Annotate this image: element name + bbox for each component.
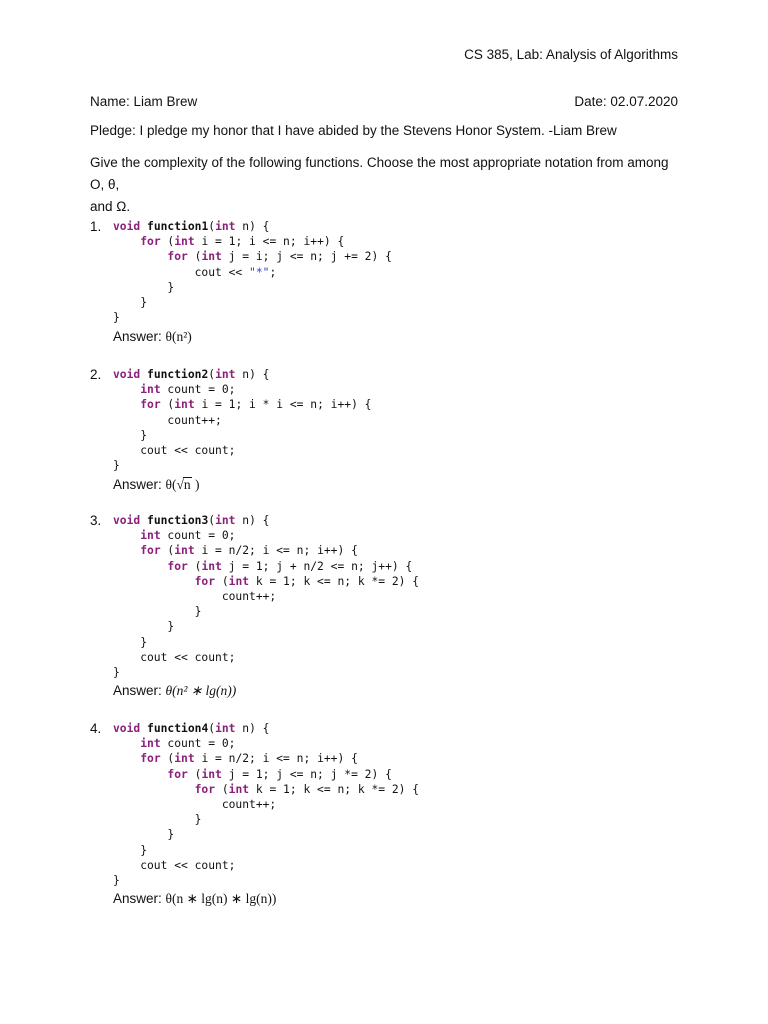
- answer: [113, 683, 236, 699]
- course-title: CS 385, Lab: Analysis of Algorithms: [464, 47, 678, 62]
- code-block: [113, 513, 419, 680]
- code-line: cout << "*";: [113, 265, 277, 279]
- code-line: count++;: [113, 590, 277, 604]
- code-line: for (int j = 1; j <= n; j *= 2) {: [167, 767, 392, 781]
- code-line: count++;: [113, 798, 277, 812]
- answer-prefix: θ(√: [165, 477, 184, 492]
- answer-label: Answer:: [113, 329, 166, 344]
- code-line: }: [113, 428, 148, 442]
- instructions-line-1: Give the complexity of the following functions. Choose the most appropriate notation from among O, θ,: [90, 155, 669, 192]
- code-line: for (int i = n/2; i <= n; i++) {: [140, 544, 358, 558]
- instructions-line-2: and Ω.: [90, 199, 131, 214]
- code-line: for (int i = n/2; i <= n; i++) {: [140, 752, 358, 766]
- code-line: for (int k = 1; k <= n; k *= 2) {: [194, 574, 420, 588]
- date: Date: 02.07.2020: [574, 94, 678, 109]
- code-line: count++;: [113, 413, 222, 427]
- code-line: }: [113, 874, 120, 888]
- problem-number: 1.: [90, 219, 102, 234]
- answer-value: θ(n ∗ lg(n) ∗ lg(n)): [165, 891, 277, 906]
- code-line: for (int i = 1; i * i <= n; i++) {: [140, 398, 372, 412]
- code-line: void function1(int n) {: [113, 220, 270, 233]
- code-line: cout << count;: [113, 650, 236, 664]
- code-line: cout << count;: [113, 858, 236, 872]
- code-line: cout << count;: [113, 444, 236, 458]
- student-name: Name: Liam Brew: [90, 94, 198, 109]
- code-line: void function3(int n) {: [113, 514, 270, 527]
- instructions: [90, 152, 678, 218]
- problem-number: 3.: [90, 513, 102, 528]
- code-line: }: [113, 843, 148, 857]
- code-line: int count = 0;: [140, 383, 236, 397]
- code-line: for (int i = 1; i <= n; i++) {: [140, 235, 345, 249]
- code-line: int count = 0;: [140, 529, 236, 543]
- code-block: [113, 367, 371, 473]
- code-line: for (int j = 1; j + n/2 <= n; j++) {: [167, 559, 413, 573]
- code-block: [113, 219, 392, 325]
- answer: [113, 477, 200, 493]
- code-line: }: [113, 459, 120, 473]
- code-line: }: [113, 311, 120, 325]
- answer-suffix: ): [191, 477, 200, 492]
- answer: [113, 329, 192, 345]
- code-line: for (int k = 1; k <= n; k *= 2) {: [194, 782, 420, 796]
- code-line: for (int j = i; j <= n; j += 2) {: [167, 250, 392, 264]
- answer-label: Answer:: [113, 683, 166, 698]
- code-block: [113, 721, 419, 888]
- code-line: void function4(int n) {: [113, 722, 270, 735]
- code-line: }: [113, 666, 120, 680]
- code-line: void function2(int n) {: [113, 368, 270, 381]
- answer: [113, 891, 276, 907]
- meta-line: [90, 94, 678, 109]
- code-line: }: [113, 813, 202, 827]
- problem-number: 4.: [90, 721, 102, 736]
- answer-value: θ(n² ∗ lg(n)): [165, 683, 237, 698]
- problem-number: 2.: [90, 367, 102, 382]
- answer-radicand: n: [183, 477, 191, 492]
- answer-label: Answer:: [113, 891, 166, 906]
- code-line: int count = 0;: [140, 737, 236, 751]
- code-line: }: [113, 828, 175, 842]
- code-line: }: [113, 280, 175, 294]
- code-line: }: [113, 635, 148, 649]
- code-line: }: [113, 620, 175, 634]
- code-line: }: [113, 605, 202, 619]
- code-line: }: [113, 296, 148, 310]
- answer-value: θ(n²): [165, 329, 192, 344]
- honor-pledge: Pledge: I pledge my honor that I have abided by the Stevens Honor System. -Liam Brew: [90, 123, 617, 138]
- answer-label: Answer:: [113, 477, 166, 492]
